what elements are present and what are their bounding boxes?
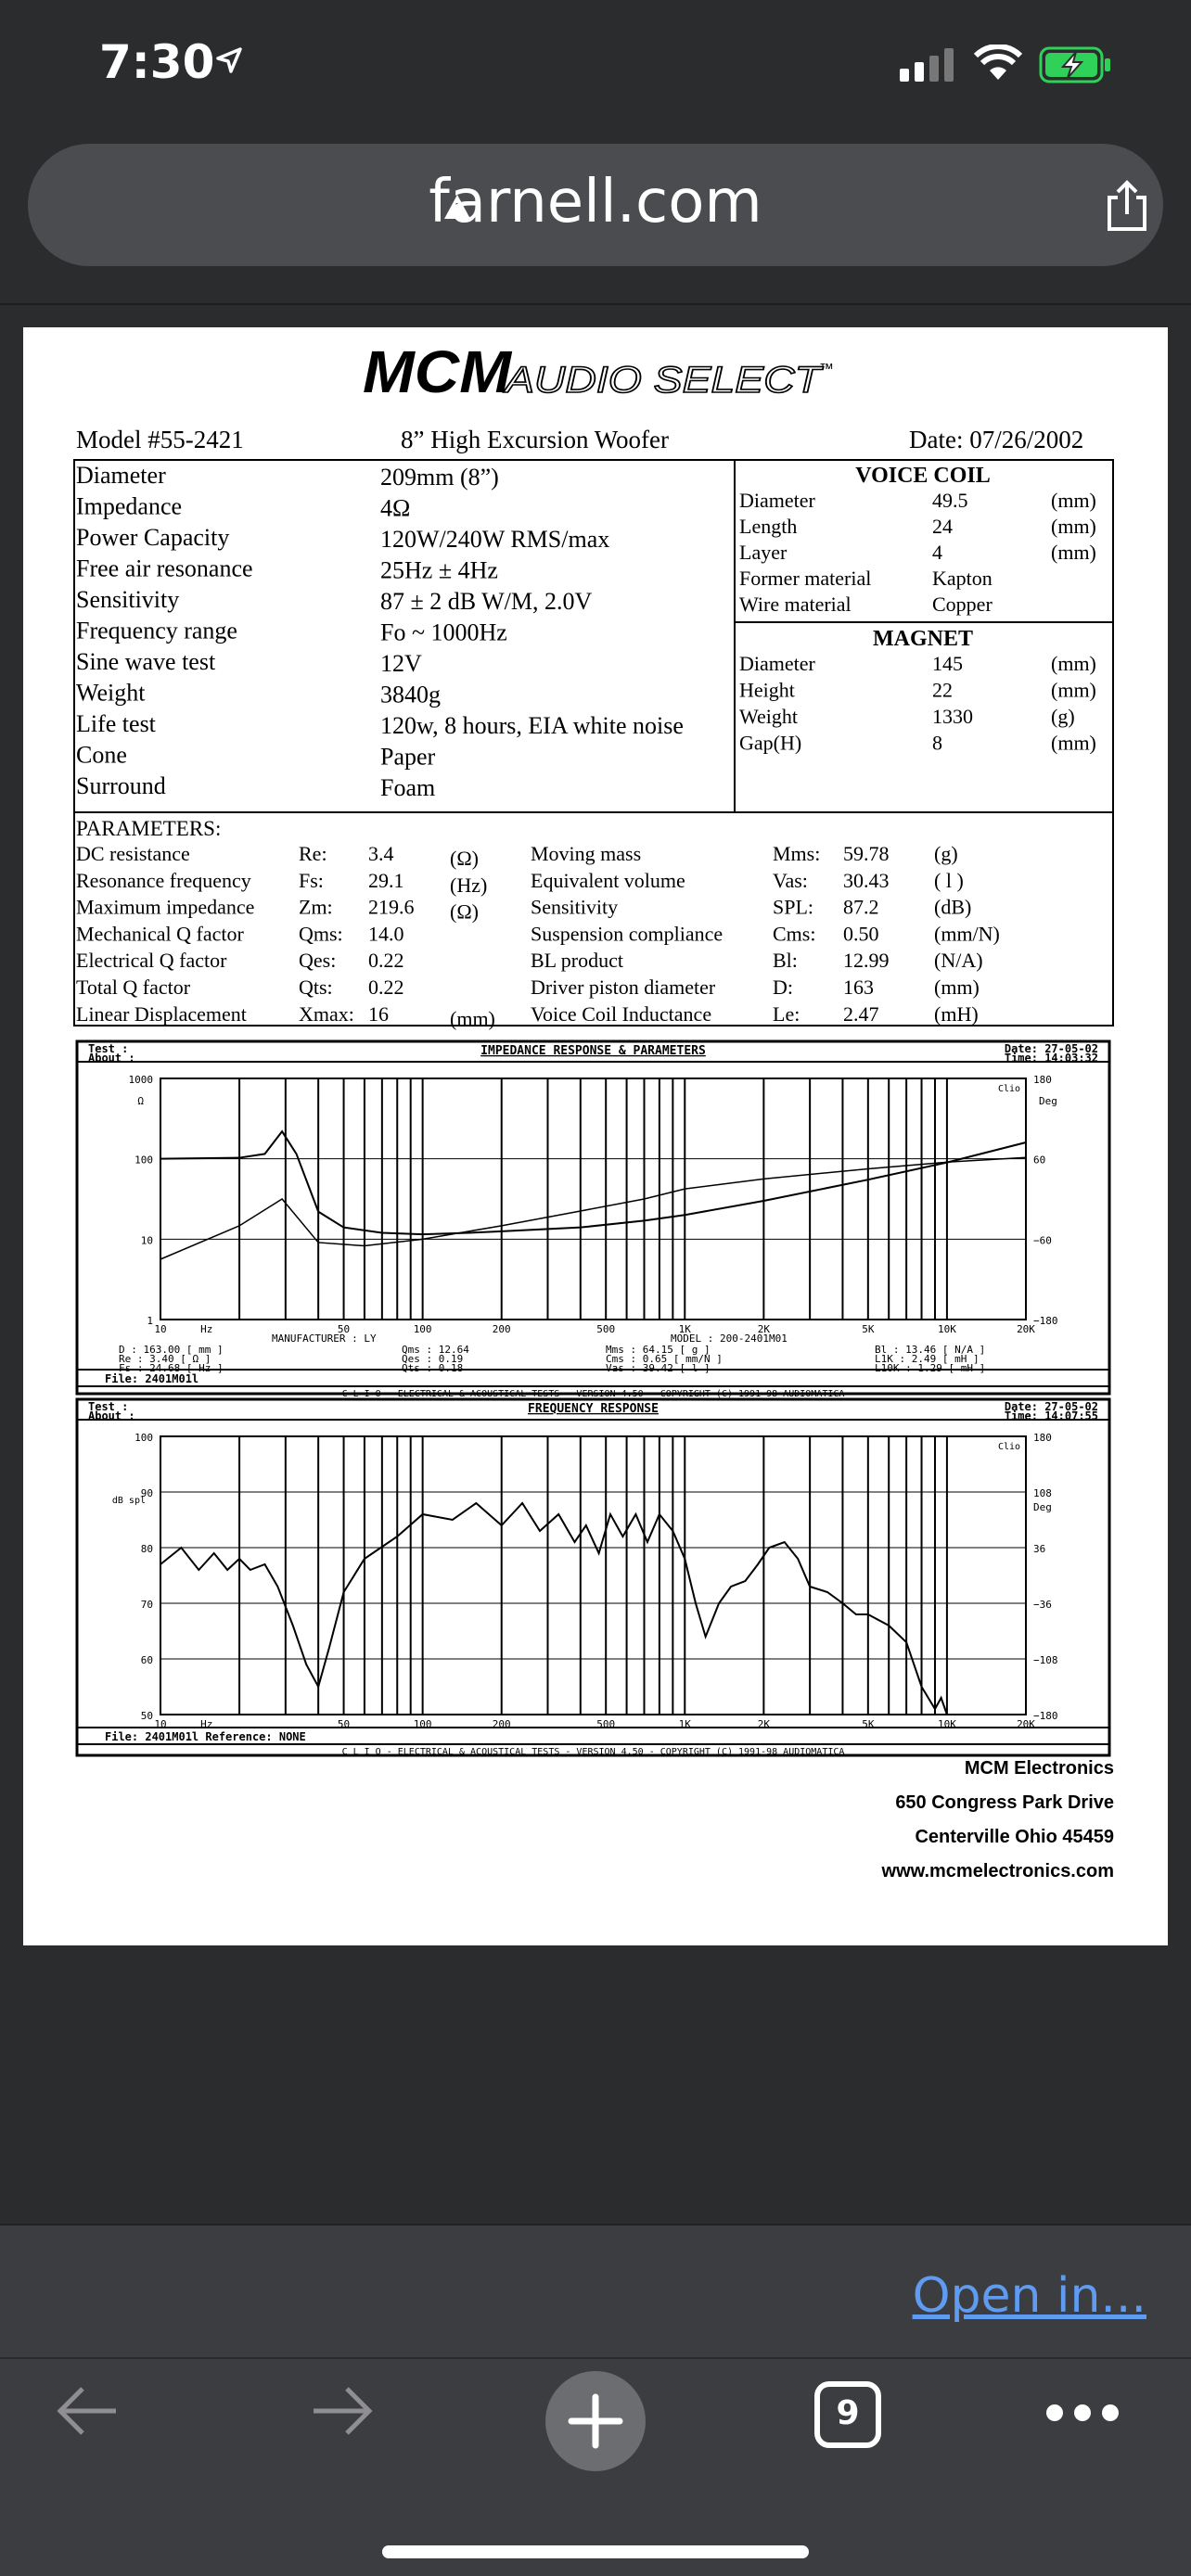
- param-readout: D : 163.00 [ mm ]: [119, 1344, 224, 1356]
- magnet-value: 1330: [932, 705, 973, 728]
- spec-label: Weight: [76, 679, 146, 707]
- x-tick-label: 10K: [937, 1323, 956, 1335]
- param-unit: (mm/N): [934, 922, 1000, 946]
- spec-value: Foam: [380, 774, 436, 801]
- param-value: 219.6: [368, 895, 415, 919]
- url-text: farnell.com: [429, 168, 762, 236]
- param-symbol: Le:: [773, 1001, 800, 1026]
- chart-header-right: Date: 27-05-02: [1004, 1400, 1098, 1413]
- y-tick-label: 50: [140, 1710, 153, 1722]
- x-tick-label: 500: [596, 1323, 616, 1335]
- chart-title: FREQUENCY RESPONSE: [528, 1402, 659, 1416]
- spec-value: 25Hz ± 4Hz: [380, 556, 498, 584]
- x-tick-label: 1K: [678, 1323, 691, 1335]
- param-symbol: Fs:: [299, 868, 324, 892]
- param-value: 59.78: [843, 842, 890, 865]
- param-unit: ( l ): [934, 868, 964, 892]
- y2-tick-label: −180: [1033, 1315, 1058, 1327]
- param-value: 163: [843, 976, 874, 999]
- param-label: Mechanical Q factor: [76, 922, 244, 946]
- bottom-toolbar: [0, 2224, 1191, 2576]
- spec-label: Life test: [76, 710, 156, 737]
- magnet-value: 145: [932, 652, 963, 675]
- param-symbol: Qts:: [299, 976, 333, 999]
- x-tick-label: 500: [596, 1718, 616, 1730]
- y-tick-label: 60: [140, 1654, 153, 1666]
- x-tick-label: 200: [492, 1718, 511, 1730]
- magnet-label: Weight: [739, 705, 798, 728]
- param-unit: (Hz): [450, 873, 488, 897]
- magnet-value: 22: [932, 678, 953, 702]
- vc-value: 24: [932, 515, 953, 538]
- param-symbol: Bl:: [773, 949, 798, 973]
- param-symbol: Qes:: [299, 949, 337, 973]
- param-value: 0.22: [368, 976, 404, 999]
- frequency-response-chart: [77, 1399, 1109, 1757]
- wifi-icon: [974, 45, 1022, 82]
- param-symbol: Vas:: [773, 868, 808, 892]
- vc-value: Copper: [932, 593, 992, 616]
- param-label: Electrical Q factor: [76, 949, 227, 973]
- param-readout: MODEL : 200-2401M01: [671, 1333, 788, 1345]
- param-value: 0.50: [843, 922, 879, 946]
- vc-label: Diameter: [739, 489, 815, 512]
- spec-value: Fo ~ 1000Hz: [380, 618, 507, 646]
- param-unit: (mH): [934, 1001, 979, 1026]
- spec-value: Paper: [380, 743, 436, 771]
- product-name: 8” High Excursion Woofer: [401, 426, 670, 453]
- magnet-label: Gap(H): [739, 731, 802, 755]
- param-value: 87.2: [843, 895, 879, 919]
- param-value: 29.1: [368, 868, 404, 892]
- mcm-logo: [363, 338, 834, 405]
- param-symbol: Zm:: [299, 895, 333, 919]
- spec-value: 3840g: [380, 681, 441, 708]
- spec-label: Frequency range: [76, 617, 237, 644]
- y2-tick-label: −108: [1033, 1654, 1058, 1666]
- spec-label: Surround: [76, 772, 166, 799]
- param-label: Resonance frequency: [76, 868, 251, 892]
- x-tick-label: 10K: [937, 1718, 956, 1730]
- vc-label: Length: [739, 515, 798, 538]
- y2-tick-label: 180: [1033, 1432, 1052, 1444]
- param-symbol: Re:: [299, 842, 327, 865]
- param-readout: Cms : 0.65 [ mm/N ]: [606, 1353, 723, 1365]
- magnet-unit: (mm): [1051, 678, 1096, 702]
- param-label: Maximum impedance: [76, 895, 255, 919]
- forward-arrow-icon[interactable]: [304, 2374, 378, 2448]
- param-unit: (mm): [934, 976, 980, 999]
- vc-label: Wire material: [739, 593, 852, 616]
- magnet-table: [739, 627, 1096, 755]
- x-tick-label: 1K: [678, 1718, 691, 1730]
- x-tick-label: 10: [154, 1718, 167, 1730]
- param-readout: Bl : 13.46 [ N/A ]: [875, 1344, 986, 1356]
- spec-label: Power Capacity: [76, 524, 230, 551]
- param-symbol: Xmax:: [299, 1001, 354, 1026]
- clock: 7:30: [99, 35, 215, 89]
- x-tick-label: Hz: [200, 1718, 213, 1730]
- vc-label: Former material: [739, 567, 872, 590]
- parameters-title: PARAMETERS:: [76, 817, 222, 840]
- voice-coil-title: VOICE COIL: [855, 464, 991, 488]
- x-tick-label: 200: [492, 1323, 511, 1335]
- param-label: DC resistance: [76, 842, 190, 865]
- y-unit-label: Ω: [137, 1095, 144, 1107]
- y2-unit-label: Deg: [1039, 1095, 1057, 1107]
- spec-value: 12V: [380, 650, 422, 677]
- x-tick-label: 100: [413, 1718, 432, 1730]
- param-readout: Fs : 24.68 [ Hz ]: [119, 1362, 224, 1374]
- spec-value: 87 ± 2 dB W/M, 2.0V: [380, 588, 593, 615]
- param-symbol: Qms:: [299, 922, 343, 946]
- x-tick-label: 100: [413, 1323, 432, 1335]
- y2-tick-label: 180: [1033, 1074, 1052, 1086]
- spec-value: 209mm (8”): [380, 464, 499, 491]
- param-readout: Mms : 64.15 [ g ]: [606, 1344, 711, 1356]
- doc-date: Date: 07/26/2002: [909, 426, 1084, 453]
- magnet-value: 8: [932, 731, 942, 755]
- address-bar[interactable]: [28, 144, 1163, 266]
- param-unit: (g): [934, 842, 958, 865]
- param-value: 30.43: [843, 868, 890, 892]
- chart-title: IMPEDANCE RESPONSE & PARAMETERS: [480, 1044, 706, 1058]
- param-readout: Qms : 12.64: [402, 1344, 469, 1356]
- param-readout: Qts : 0.18: [402, 1362, 464, 1374]
- x-tick-label: 10: [154, 1323, 167, 1335]
- chart-header-left: About :: [88, 1409, 135, 1422]
- address-line: Centerville Ohio 45459: [915, 1827, 1114, 1847]
- param-value: 2.47: [843, 1001, 879, 1026]
- address-line: MCM Electronics: [964, 1758, 1114, 1779]
- vc-value: 4: [932, 541, 942, 564]
- chart-header-left: About :: [88, 1052, 135, 1065]
- param-unit: (N/A): [934, 949, 983, 973]
- y-tick-label: 100: [134, 1432, 153, 1444]
- chart-header-right: Time: 14:03:32: [1004, 1052, 1098, 1065]
- spec-label: Sine wave test: [76, 648, 216, 675]
- vc-unit: (mm): [1051, 489, 1096, 512]
- back-arrow-icon[interactable]: [51, 2374, 125, 2448]
- chart-header-left: Test :: [88, 1042, 129, 1055]
- y-tick-label: 90: [140, 1487, 153, 1499]
- new-tab-plus-icon[interactable]: [544, 2369, 647, 2473]
- y-tick-label: 1: [147, 1315, 153, 1327]
- x-tick-label: 20K: [1017, 1323, 1035, 1335]
- spec-table: [76, 462, 684, 801]
- param-readout: L1K : 2.49 [ mH ]: [875, 1353, 980, 1365]
- y2-tick-label: 36: [1033, 1543, 1046, 1555]
- param-readout: Vas : 39.42 [ l ]: [606, 1362, 711, 1374]
- file-label: File: 2401M01l: [105, 1372, 199, 1385]
- y2-unit-label: Deg: [1033, 1501, 1052, 1513]
- vc-unit: (mm): [1051, 515, 1096, 538]
- vc-value: Kapton: [932, 567, 992, 590]
- y-unit-label: dB spl: [111, 1496, 146, 1506]
- param-symbol: Mms:: [773, 842, 821, 865]
- file-label: File: 2401M01l Reference: NONE: [105, 1730, 306, 1743]
- clio-tag: Clio: [998, 1442, 1021, 1452]
- y-tick-label: 10: [140, 1234, 153, 1247]
- param-label: Equivalent volume: [531, 868, 685, 892]
- address-line: 650 Congress Park Drive: [895, 1792, 1114, 1813]
- voice-coil-table: [739, 464, 1096, 616]
- location-arrow-icon: [215, 46, 243, 74]
- param-symbol: SPL:: [773, 895, 814, 919]
- home-indicator: [382, 2545, 809, 2558]
- param-readout: L10K : 1.29 [ mH ]: [875, 1362, 986, 1374]
- clio-banner: C L I O - ELECTRICAL & ACOUSTICAL TESTS - VERSION 4.50 - COPYRIGHT (C) 1991-98 AUDIOMATICA: [341, 1389, 845, 1399]
- impedance-chart: [77, 1041, 1109, 1399]
- param-unit: (mm): [450, 1006, 495, 1030]
- magnet-title: MAGNET: [873, 627, 973, 651]
- clio-banner: C L I O - ELECTRICAL & ACOUSTICAL TESTS - VERSION 4.50 - COPYRIGHT (C) 1991-98 AUDIOMATICA: [341, 1747, 845, 1757]
- param-readout: MANUFACTURER : LY: [272, 1333, 377, 1345]
- y2-tick-label: −36: [1033, 1599, 1052, 1611]
- spec-value: 120W/240W RMS/max: [380, 526, 610, 553]
- y-tick-label: 70: [140, 1599, 153, 1611]
- model-number: Model #55-2421: [76, 426, 244, 453]
- spec-label: Sensitivity: [76, 586, 180, 613]
- param-label: Linear Displacement: [76, 1001, 247, 1026]
- param-label: Voice Coil Inductance: [531, 1001, 712, 1026]
- spec-label: Free air resonance: [76, 555, 253, 582]
- more-options-icon[interactable]: [1044, 2402, 1121, 2424]
- spec-label: Impedance: [76, 492, 183, 520]
- battery-charging-icon: [1039, 46, 1113, 83]
- param-value: 14.0: [368, 922, 404, 946]
- x-tick-label: 20K: [1017, 1718, 1035, 1730]
- x-tick-label: Hz: [200, 1323, 213, 1335]
- param-label: BL product: [531, 949, 623, 973]
- param-value: 16: [368, 1001, 389, 1026]
- tab-count: 9: [836, 2394, 860, 2432]
- magnet-unit: (g): [1051, 705, 1075, 728]
- vc-value: 49.5: [932, 489, 968, 512]
- magnet-unit: (mm): [1051, 652, 1096, 675]
- param-readout: Qes : 0.19: [402, 1353, 464, 1365]
- spec-label: Diameter: [76, 462, 166, 489]
- y-tick-label: 100: [134, 1154, 153, 1167]
- address-line: www.mcmelectronics.com: [881, 1861, 1114, 1881]
- x-tick-label: 5K: [862, 1323, 875, 1335]
- chart-header-right: Time: 14:07:55: [1004, 1409, 1098, 1422]
- param-readout: Re : 3.40 [ Ω ]: [119, 1353, 211, 1365]
- magnet-unit: (mm): [1051, 731, 1096, 755]
- magnet-label: Diameter: [739, 652, 815, 675]
- param-label: Total Q factor: [76, 976, 191, 999]
- param-label: Driver piston diameter: [531, 976, 716, 999]
- y-tick-label: 1000: [128, 1074, 153, 1086]
- y-tick-label: 80: [140, 1543, 153, 1555]
- svg-text:AUDIO SELECT: AUDIO SELECT: [503, 360, 824, 401]
- param-value: 12.99: [843, 949, 890, 973]
- x-tick-label: 50: [337, 1718, 351, 1730]
- param-value: 3.4: [368, 842, 394, 865]
- param-unit: (Ω): [450, 899, 480, 924]
- y2-tick-label: 108: [1033, 1487, 1052, 1499]
- clio-tag: Clio: [998, 1084, 1021, 1094]
- chart-header-right: Date: 27-05-02: [1004, 1042, 1098, 1055]
- param-label: Suspension compliance: [531, 922, 724, 946]
- param-label: Moving mass: [531, 842, 642, 865]
- share-icon[interactable]: [1102, 179, 1152, 233]
- param-label: Sensitivity: [531, 895, 619, 919]
- y2-tick-label: −180: [1033, 1710, 1058, 1722]
- x-tick-label: 2K: [757, 1718, 770, 1730]
- status-bar: [0, 0, 1191, 139]
- x-tick-label: 5K: [862, 1718, 875, 1730]
- param-symbol: Cms:: [773, 922, 816, 946]
- param-unit: (Ω): [450, 847, 480, 870]
- param-symbol: D:: [773, 976, 793, 999]
- spec-sheet: [23, 327, 1168, 1945]
- pdf-page: [23, 327, 1168, 1945]
- y2-tick-label: 60: [1033, 1154, 1046, 1167]
- vc-unit: (mm): [1051, 541, 1096, 564]
- svg-text:MCM: MCM: [363, 338, 513, 405]
- y2-tick-label: −60: [1033, 1234, 1052, 1247]
- chart-frame: [77, 1399, 1109, 1755]
- address-block: [881, 1758, 1114, 1881]
- chart-frame: [77, 1041, 1109, 1394]
- x-tick-label: 50: [337, 1323, 351, 1335]
- parameters-table: [76, 842, 1000, 1030]
- vc-label: Layer: [739, 541, 788, 564]
- toolbar-divider: [0, 2357, 1191, 2359]
- chart-header-left: Test :: [88, 1400, 129, 1413]
- tabs-button[interactable]: [814, 2381, 881, 2448]
- param-value: 0.22: [368, 949, 404, 973]
- magnet-label: Height: [739, 678, 795, 702]
- spec-value: 120w, 8 hours, EIA white noise: [380, 712, 684, 739]
- param-unit: (dB): [934, 895, 972, 919]
- cellular-signal-icon: [900, 48, 957, 82]
- spec-value: 4Ω: [380, 494, 411, 522]
- spec-label: Cone: [76, 741, 127, 769]
- open-in-link[interactable]: Open in...: [912, 2268, 1146, 2324]
- x-tick-label: 2K: [757, 1323, 770, 1335]
- toolbar-divider: [0, 303, 1191, 305]
- svg-text:™: ™: [819, 362, 834, 377]
